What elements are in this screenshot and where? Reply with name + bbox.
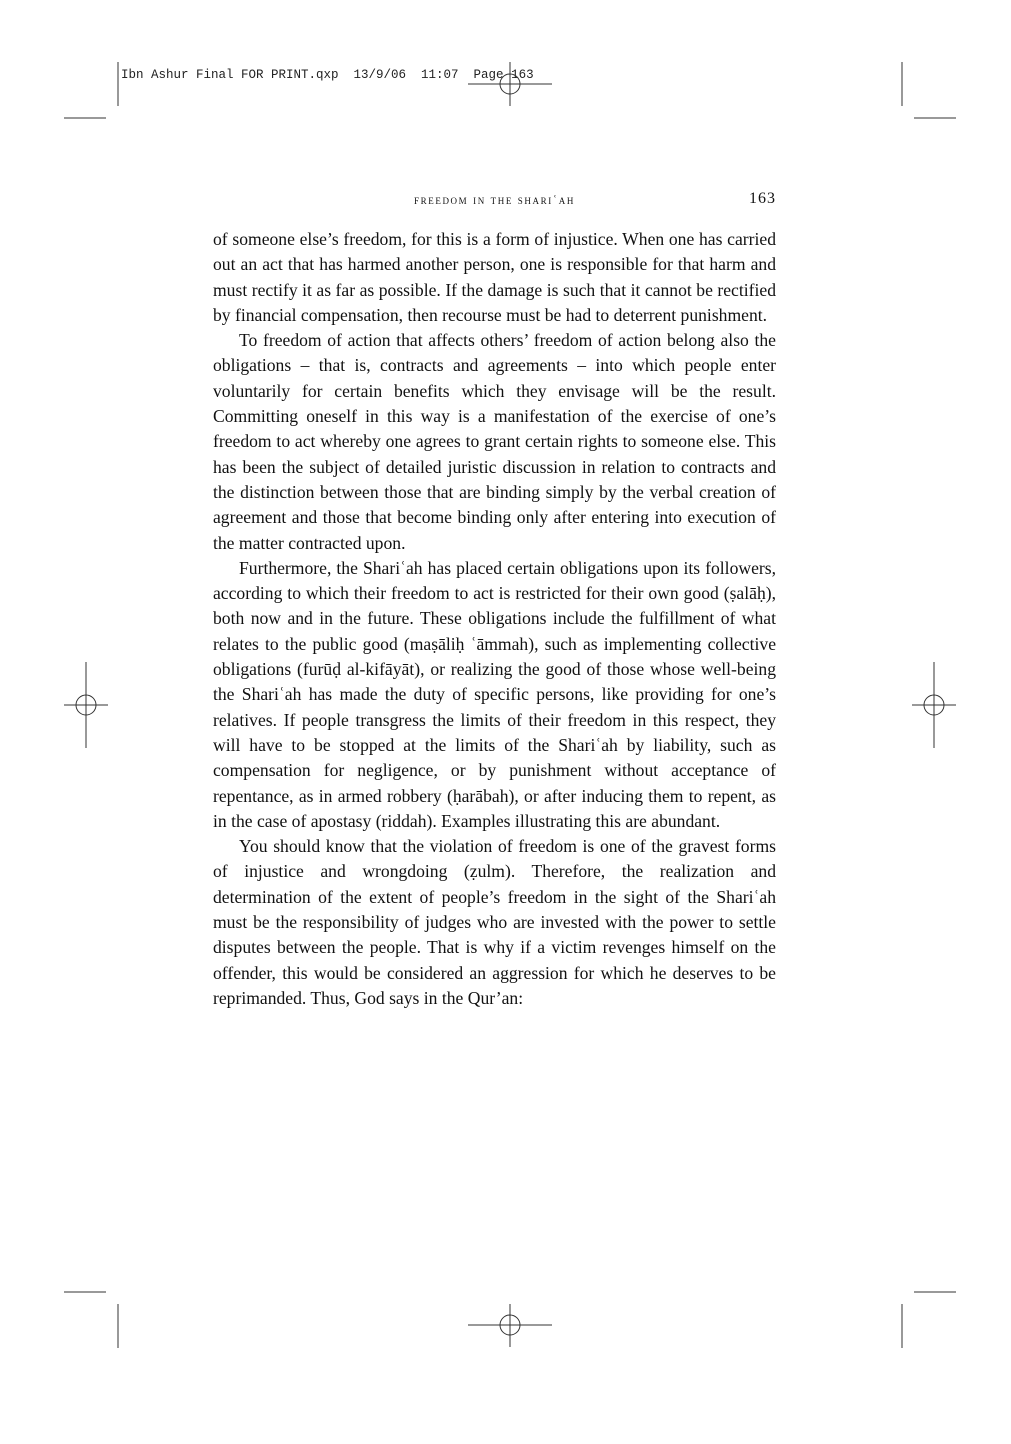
page-number: 163 [749,190,776,207]
paragraph-3: Furthermore, the Shariʿah has placed certain obligations upon its followers, according to which their freedom to act is restricted for their own good (ṣalāḥ), both now and in the future. These obligations include the fulfillment of what relates to the public good (maṣāliḥ ʿāmmah), such as implementing collective obligations (furūḍ al-kifāyāt), or realizing the good of those whose well-being the Shariʿah has made the duty of specific persons, like providing for one’s relatives. If people transgress the limits of their freedom in this respect, they will have to be stopped at the limits of the Shariʿah by liability, such as compensation for negligence, or by punishment without acceptance of repentance, as in armed robbery (ḥarābah), or after inducing them to repent, as in the case of apostasy (riddah). Examples illustrating this are abundant. [213,557,776,831]
registration-mark-left [64,662,108,748]
paragraph-4: You should know that the violation of freedom is one of the gravest forms of injustice and wrongdoing (ẓulm). Therefore, the realization and determination of the extent of people’s freedom in the sight of the Shariʿah must be the responsibility of judges who are invested with the power to settle disputes between the people. That is why if a victim revenges himself on the offender, this would be considered an aggression for which he deserves to be reprimanded. Thus, God says in the Qur’an: [213,836,776,1008]
paragraph-1: of someone else’s freedom, for this is a form of injustice. When one has carried out an act that has harmed another person, one is responsible for that harm and must rectify it as far as possible. If the damage is such that it cannot be rectified by financial compensation, then recourse must be had to deterrent punishment. [213,229,776,325]
paragraph-2: To freedom of action that affects others’ freedom of action belong also the obligations – that is, contracts and agreements – into which people enter voluntarily for certain benefits which they envisage will be the result. Committing oneself in this way is a manifestation of the exercise of one’s freedom to act whereby one agrees to grant certain rights to someone else. This has been the subject of detailed juristic discussion in relation to contracts and the distinction between those that are binding simply by the verbal creation of agreement and those that become binding only after entering into execution of the matter contracted upon. [213,330,776,553]
registration-mark-top [468,62,552,106]
running-head [213,192,776,212]
body-text [213,227,776,1011]
print-slug: Ibn Ashur Final FOR PRINT.qxp 13/9/06 11:07 Page 163 [121,68,534,82]
registration-mark-right [912,662,956,748]
running-head-title: freedom in the shariʿah [414,192,575,207]
registration-mark-bottom [468,1304,552,1347]
